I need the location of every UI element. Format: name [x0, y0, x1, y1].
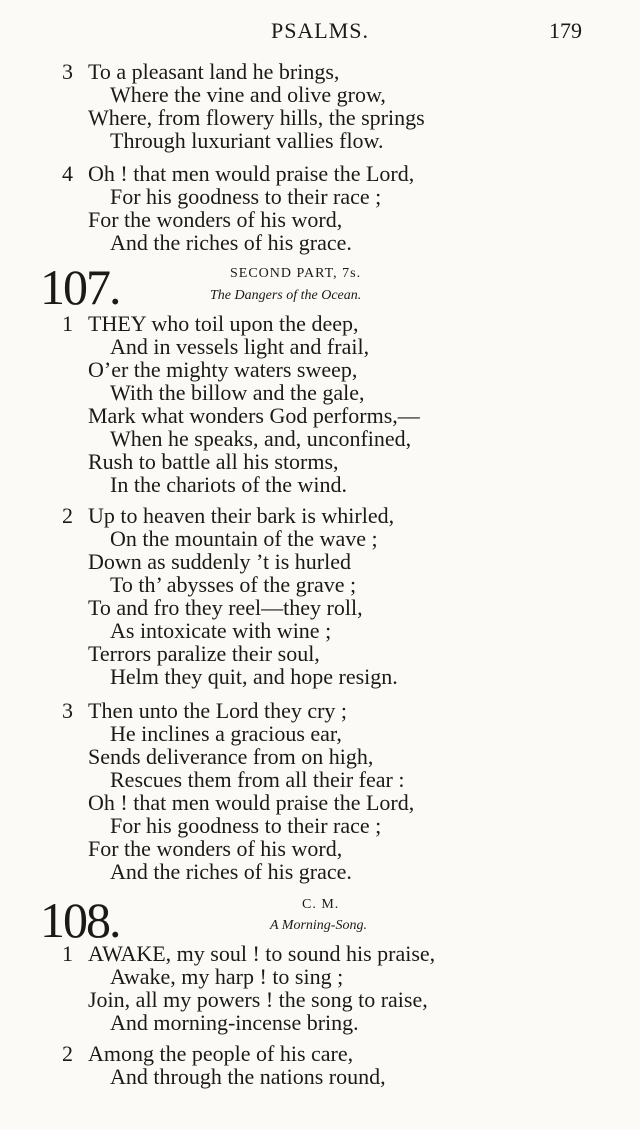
hymn-number: 108. — [40, 892, 120, 948]
verse-line: In the chariots of the wind. — [110, 472, 348, 497]
verse-line: AWAKE, my soul ! to sound his praise, — [88, 941, 436, 966]
verse-line: And through the nations round, — [110, 1064, 386, 1089]
verse-line: And the riches of his grace. — [110, 230, 352, 255]
hymn-number: 107. — [40, 259, 120, 315]
hymn-meter: SECOND PART, 7s. — [230, 266, 362, 281]
verse-line: For his goodness to their race ; — [110, 813, 382, 838]
verse-line: Among the people of his care, — [88, 1041, 354, 1066]
page-number: 179 — [549, 18, 582, 43]
verse-line: To and fro they reel—they roll, — [88, 595, 363, 620]
verse-line: And morning-incense bring. — [110, 1010, 359, 1035]
verse-line: Terrors paralize their soul, — [88, 641, 320, 666]
verse-line: And in vessels light and frail, — [110, 334, 370, 359]
verse-line: With the billow and the gale, — [110, 380, 365, 405]
verse-line: On the mountain of the wave ; — [110, 526, 378, 551]
running-title: PSALMS. — [270, 18, 370, 43]
verse-line: Where, from flowery hills, the springs — [88, 105, 425, 130]
verse-line: To a pleasant land he brings, — [88, 59, 340, 84]
verse-line: Through luxuriant vallies flow. — [110, 128, 384, 153]
hymn-meter: C. M. — [302, 897, 340, 912]
verse-line: For his goodness to their race ; — [110, 184, 382, 209]
verse-line: Rescues them from all their fear : — [110, 767, 405, 792]
verse-number: 3 — [62, 698, 73, 723]
verse-line: Then unto the Lord they cry ; — [88, 698, 348, 723]
hymn-subtitle: The Dangers of the Ocean. — [210, 288, 362, 303]
verse-number: 1 — [62, 311, 73, 336]
verse-line: Where the vine and olive grow, — [110, 82, 386, 107]
verse-line: To th’ abysses of the grave ; — [110, 572, 357, 597]
verse-line: Oh ! that men would praise the Lord, — [88, 161, 415, 186]
verse-line: Helm they quit, and hope resign. — [110, 664, 398, 689]
verse-line: Oh ! that men would praise the Lord, — [88, 790, 415, 815]
verse-line: Awake, my harp ! to sing ; — [110, 964, 344, 989]
verse-line: As intoxicate with wine ; — [110, 618, 332, 643]
page-header — [0, 18, 640, 46]
verse-number: 3 — [62, 59, 73, 84]
verse-number: 4 — [62, 161, 73, 186]
verse-line: O’er the mighty waters sweep, — [88, 357, 358, 382]
verse-line: And the riches of his grace. — [110, 859, 352, 884]
verse-line: Join, all my powers ! the song to raise, — [88, 987, 428, 1012]
verse-line: THEY who toil upon the deep, — [88, 311, 359, 336]
verse-number: 2 — [62, 503, 73, 528]
verse-number: 2 — [62, 1041, 73, 1066]
verse-line: Up to heaven their bark is whirled, — [88, 503, 395, 528]
verse-number: 1 — [62, 941, 73, 966]
verse-line: Rush to battle all his storms, — [88, 449, 339, 474]
verse-line: For the wonders of his word, — [88, 207, 343, 232]
hymn-subtitle: A Morning-Song. — [270, 918, 367, 933]
verse-line: Down as suddenly ’t is hurled — [88, 549, 351, 574]
verse-line: Sends deliverance from on high, — [88, 744, 374, 769]
verse-line: For the wonders of his word, — [88, 836, 343, 861]
verse-line: He inclines a gracious ear, — [110, 721, 342, 746]
verse-line: When he speaks, and, unconfined, — [110, 426, 412, 451]
verse-line: Mark what wonders God performs,— — [88, 403, 420, 428]
